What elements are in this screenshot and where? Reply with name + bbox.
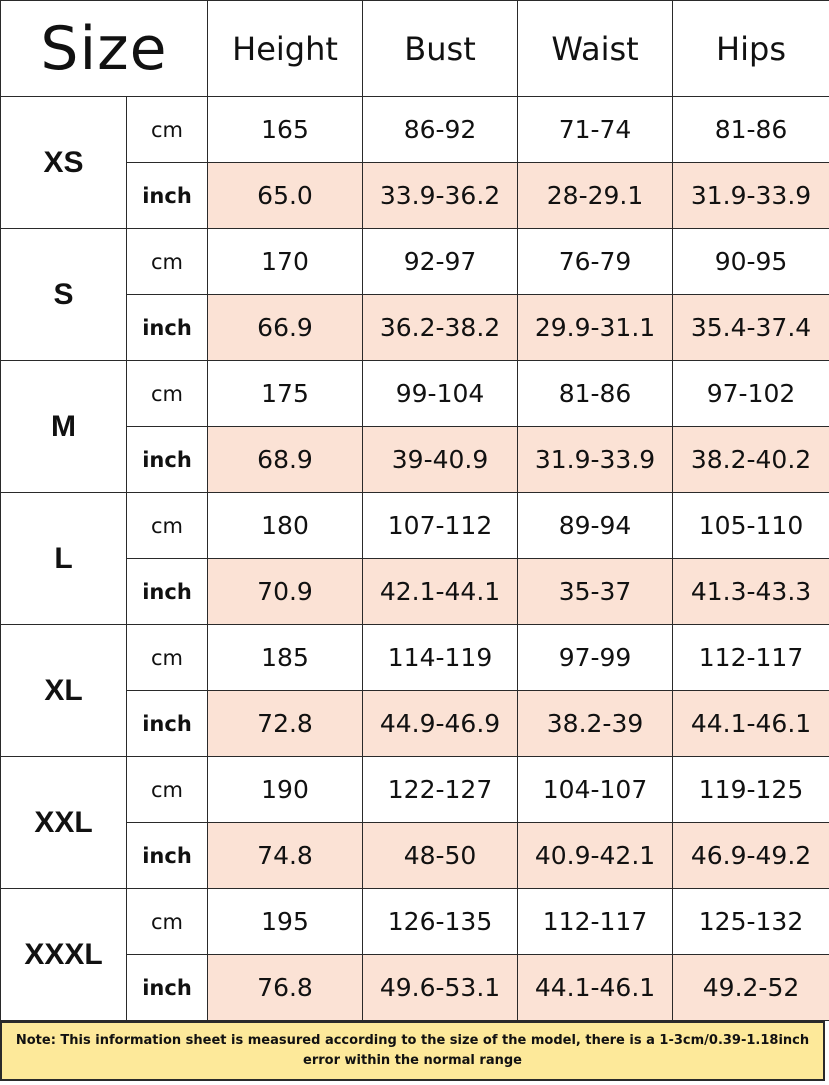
waist-inch-value: 29.9-31.1 <box>518 295 673 361</box>
column-header-bust: Bust <box>363 1 518 97</box>
waist-inch-value: 40.9-42.1 <box>518 823 673 889</box>
size-row-xxxl-cm <box>1 889 829 955</box>
waist-inch-value: 35-37 <box>518 559 673 625</box>
size-label: M <box>1 361 127 493</box>
measurement-note: Note: This information sheet is measured according to the size of the model, there is a 1-3cm/0.39-1.18inch error within the normal range <box>0 1021 825 1081</box>
waist-cm-value: 89-94 <box>518 493 673 559</box>
hips-inch-value: 31.9-33.9 <box>673 163 829 229</box>
hips-cm-value: 81-86 <box>673 97 829 163</box>
unit-label-cm: cm <box>127 229 208 295</box>
hips-inch-value: 49.2-52 <box>673 955 829 1021</box>
height-inch-value: 76.8 <box>208 955 363 1021</box>
bust-cm-value: 114-119 <box>363 625 518 691</box>
unit-label-cm: cm <box>127 889 208 955</box>
bust-inch-value: 36.2-38.2 <box>363 295 518 361</box>
unit-label-inch: inch <box>127 955 208 1021</box>
waist-inch-value: 31.9-33.9 <box>518 427 673 493</box>
size-row-xl-cm <box>1 625 829 691</box>
height-cm-value: 195 <box>208 889 363 955</box>
bust-cm-value: 122-127 <box>363 757 518 823</box>
unit-label-cm: cm <box>127 97 208 163</box>
size-label: S <box>1 229 127 361</box>
height-inch-value: 70.9 <box>208 559 363 625</box>
unit-label-inch: inch <box>127 427 208 493</box>
bust-inch-value: 44.9-46.9 <box>363 691 518 757</box>
size-row-s-cm <box>1 229 829 295</box>
height-cm-value: 180 <box>208 493 363 559</box>
height-cm-value: 185 <box>208 625 363 691</box>
hips-cm-value: 90-95 <box>673 229 829 295</box>
waist-inch-value: 38.2-39 <box>518 691 673 757</box>
size-title: Size <box>1 1 208 97</box>
waist-cm-value: 76-79 <box>518 229 673 295</box>
height-inch-value: 74.8 <box>208 823 363 889</box>
bust-cm-value: 92-97 <box>363 229 518 295</box>
hips-cm-value: 119-125 <box>673 757 829 823</box>
unit-label-inch: inch <box>127 163 208 229</box>
column-header-waist: Waist <box>518 1 673 97</box>
hips-inch-value: 44.1-46.1 <box>673 691 829 757</box>
height-cm-value: 165 <box>208 97 363 163</box>
unit-label-inch: inch <box>127 559 208 625</box>
size-label: XXL <box>1 757 127 889</box>
unit-label-cm: cm <box>127 361 208 427</box>
height-inch-value: 66.9 <box>208 295 363 361</box>
bust-cm-value: 107-112 <box>363 493 518 559</box>
height-inch-value: 72.8 <box>208 691 363 757</box>
waist-cm-value: 112-117 <box>518 889 673 955</box>
bust-cm-value: 99-104 <box>363 361 518 427</box>
bust-inch-value: 39-40.9 <box>363 427 518 493</box>
waist-cm-value: 97-99 <box>518 625 673 691</box>
height-cm-value: 170 <box>208 229 363 295</box>
unit-label-cm: cm <box>127 625 208 691</box>
size-row-l-cm <box>1 493 829 559</box>
bust-cm-value: 126-135 <box>363 889 518 955</box>
hips-cm-value: 97-102 <box>673 361 829 427</box>
hips-inch-value: 35.4-37.4 <box>673 295 829 361</box>
height-cm-value: 190 <box>208 757 363 823</box>
size-table-body <box>1 1 829 1021</box>
size-row-xxl-cm <box>1 757 829 823</box>
column-header-height: Height <box>208 1 363 97</box>
height-inch-value: 68.9 <box>208 427 363 493</box>
unit-label-inch: inch <box>127 295 208 361</box>
unit-label-inch: inch <box>127 823 208 889</box>
hips-inch-value: 38.2-40.2 <box>673 427 829 493</box>
column-header-hips: Hips <box>673 1 829 97</box>
size-row-m-cm <box>1 361 829 427</box>
waist-cm-value: 81-86 <box>518 361 673 427</box>
bust-inch-value: 48-50 <box>363 823 518 889</box>
bust-inch-value: 42.1-44.1 <box>363 559 518 625</box>
header-row <box>1 1 829 97</box>
hips-inch-value: 41.3-43.3 <box>673 559 829 625</box>
size-row-xs-cm <box>1 97 829 163</box>
bust-inch-value: 49.6-53.1 <box>363 955 518 1021</box>
hips-cm-value: 105-110 <box>673 493 829 559</box>
bust-inch-value: 33.9-36.2 <box>363 163 518 229</box>
size-label: XL <box>1 625 127 757</box>
height-cm-value: 175 <box>208 361 363 427</box>
waist-cm-value: 71-74 <box>518 97 673 163</box>
size-label: L <box>1 493 127 625</box>
hips-cm-value: 125-132 <box>673 889 829 955</box>
unit-label-cm: cm <box>127 757 208 823</box>
hips-cm-value: 112-117 <box>673 625 829 691</box>
unit-label-inch: inch <box>127 691 208 757</box>
waist-cm-value: 104-107 <box>518 757 673 823</box>
size-label: XS <box>1 97 127 229</box>
waist-inch-value: 44.1-46.1 <box>518 955 673 1021</box>
hips-inch-value: 46.9-49.2 <box>673 823 829 889</box>
bust-cm-value: 86-92 <box>363 97 518 163</box>
waist-inch-value: 28-29.1 <box>518 163 673 229</box>
size-label: XXXL <box>1 889 127 1021</box>
height-inch-value: 65.0 <box>208 163 363 229</box>
unit-label-cm: cm <box>127 493 208 559</box>
